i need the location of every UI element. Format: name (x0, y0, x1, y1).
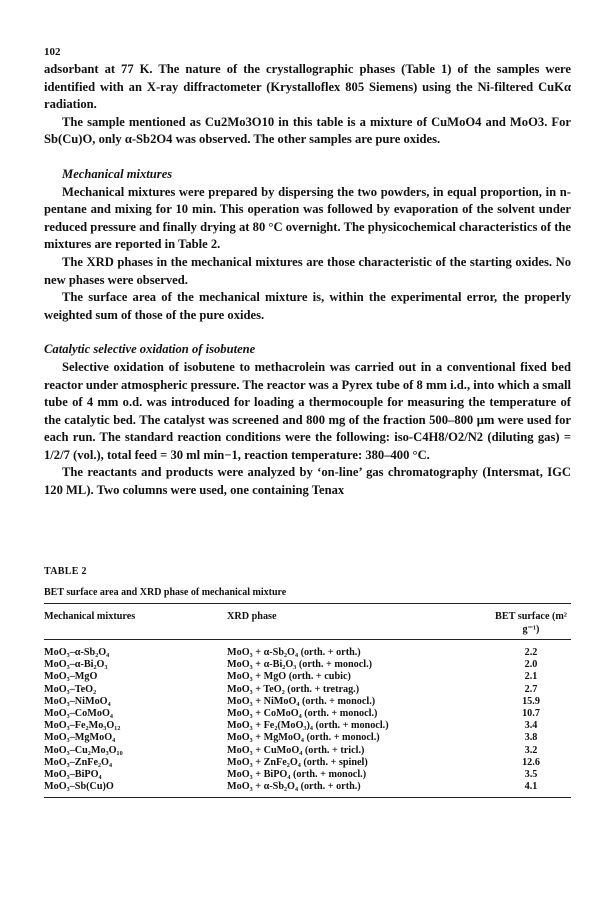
table-row (44, 769, 571, 781)
cell-bet-surface: 15.9 (522, 695, 540, 707)
cell-mixture: MoO₃–ZnFe₂O₄ (44, 756, 113, 768)
cell-mixture: MoO₃–MgO (44, 671, 98, 683)
cell-xrd-phase: MoO₃ + α-Sb₂O₄ (orth. + orth.) (227, 647, 361, 658)
cell-mixture: MoO₃–MgMoO₄ (44, 732, 116, 744)
cell-mixture: MoO₃–α-Bi₂O₃ (44, 659, 108, 671)
paragraph-2: The sample mentioned as Cu2Mo3O10 in this table is a mixture of CuMoO4 and MoO3. For Sb(Cu)O, only α-Sb2O4 was observed. The other samples are pure oxides. (44, 114, 571, 147)
cell-xrd-phase: MoO₃ + CuMoO₄ (orth. + tricl.) (227, 744, 365, 756)
cell-mixture: MoO₃–Sb(Cu)O (44, 781, 114, 793)
cell-mixture: MoO₃–α-Sb₂O₄ (44, 647, 110, 658)
cell-xrd-phase: MoO₃ + MgO (orth. + cubic) (227, 671, 351, 683)
cell-xrd-phase: MoO₃ + BiPO₄ (orth. + monocl.) (227, 769, 367, 781)
header-mechanical-mixtures: Mechanical mixtures (44, 611, 136, 622)
table-2 (44, 603, 571, 798)
paragraph-3: Mechanical mixtures were prepared by dispersing the two powders, in equal proportion, in n-pentane and mixing for 10 min. This operation was followed by evaporation of the solvent under reduced pressure and finally drying at 80 °C overnight. The physicochemical characteristics of the mixtures are reported in Table 2. (44, 184, 571, 252)
cell-mixture: MoO₃–NiMoO₄ (44, 695, 111, 707)
table-row (44, 757, 571, 769)
cell-xrd-phase: MoO₃ + MgMoO₄ (orth. + monocl.) (227, 732, 380, 744)
table-row (44, 640, 571, 660)
header-xrd-phase: XRD phase (227, 611, 277, 622)
cell-mixture: MoO₃–BiPO₄ (44, 769, 102, 781)
table-row (44, 684, 571, 696)
table-row (44, 720, 571, 732)
cell-bet-surface: 2.1 (524, 671, 538, 683)
header-bet-surface: BET surface (m² g⁻¹) (495, 611, 567, 635)
page-number: 102 (44, 46, 61, 58)
section-heading-mechanical-mixtures: Mechanical mixtures (62, 166, 173, 181)
section-heading-catalytic-oxidation: Catalytic selective oxidation of isobutene (44, 342, 256, 357)
cell-xrd-phase: MoO₃ + Fe₂(MoO₃)₄ (orth. + monocl.) (227, 720, 389, 732)
table-row (44, 732, 571, 744)
cell-xrd-phase: MoO₃ + α-Bi₂O₃ (orth. + monocl.) (227, 659, 373, 671)
table-row (44, 708, 571, 720)
cell-bet-surface: 2.2 (524, 647, 538, 658)
cell-bet-surface: 3.8 (524, 732, 538, 744)
table-row (44, 781, 571, 798)
cell-bet-surface: 3.2 (524, 744, 538, 756)
cell-bet-surface: 3.4 (524, 720, 538, 732)
paragraph-5: The surface area of the mechanical mixture is, within the experimental error, the properly weighted sum of those of the pure oxides. (44, 290, 571, 322)
table-header-row (44, 604, 571, 640)
table-row (44, 745, 571, 757)
paragraph-4: The XRD phases in the mechanical mixtures are those characteristic of the starting oxides. No new phases were observed. (44, 254, 571, 287)
cell-bet-surface: 2.0 (524, 659, 538, 671)
table-caption: BET surface area and XRD phase of mechanical mixture (44, 587, 287, 598)
cell-bet-surface: 12.6 (522, 756, 540, 768)
cell-mixture: MoO₃–Fe₂Mo₃O₁₂ (44, 720, 121, 732)
table-row (44, 696, 571, 708)
cell-xrd-phase: MoO₃ + α-Sb₂O₄ (orth. + orth.) (227, 781, 361, 793)
table-row (44, 659, 571, 671)
paragraph-1: adsorbant at 77 K. The nature of the crystallographic phases (Table 1) of the samples were identified with an X-ray diffractometer (Krystalloflex 805 Siemens) using the Ni-filtered CuKα radiation. (44, 62, 571, 112)
cell-bet-surface: 3.5 (524, 769, 538, 781)
table-label: TABLE 2 (44, 566, 87, 577)
cell-bet-surface: 2.7 (524, 683, 538, 695)
table-row (44, 671, 571, 683)
body-text (44, 61, 571, 500)
cell-xrd-phase: MoO₃ + NiMoO₄ (orth. + monocl.) (227, 695, 376, 707)
cell-mixture: MoO₃–TeO₂ (44, 683, 97, 695)
paragraph-6: Selective oxidation of isobutene to methacrolein was carried out in a conventional fixed bed reactor under atmospheric pressure. The reactor was a Pyrex tube of 8 mm i.d., into which a small tube of 4 mm o.d. was introduced for loading a thermocouple for measuring the temperature of the catalytic bed. The catalyst was screened and 800 mg of the fraction 500–800 μm were used for each run. The standard reaction conditions were the following: iso-C4H8/O2/N2 (diluting gas) = 1/2/7 (vol.), total feed = 30 ml min−1, reaction temperature: 380–400 °C. (44, 359, 571, 462)
cell-xrd-phase: MoO₃ + CoMoO₄ (orth. + monocl.) (227, 708, 378, 720)
cell-mixture: MoO₃–Cu₂Mo₃O₁₀ (44, 744, 123, 756)
cell-xrd-phase: MoO₃ + ZnFe₂O₄ (orth. + spinel) (227, 756, 368, 768)
cell-xrd-phase: MoO₃ + TeO₂ (orth. + tretrag.) (227, 683, 360, 695)
paragraph-7: The reactants and products were analyzed by ‘on-line’ gas chromatography (Intersmat, IGC 120 ML). Two columns were used, one containing Tenax (44, 465, 571, 498)
cell-bet-surface: 4.1 (524, 781, 538, 793)
cell-bet-surface: 10.7 (522, 708, 540, 720)
cell-mixture: MoO₃–CoMoO₄ (44, 708, 113, 720)
